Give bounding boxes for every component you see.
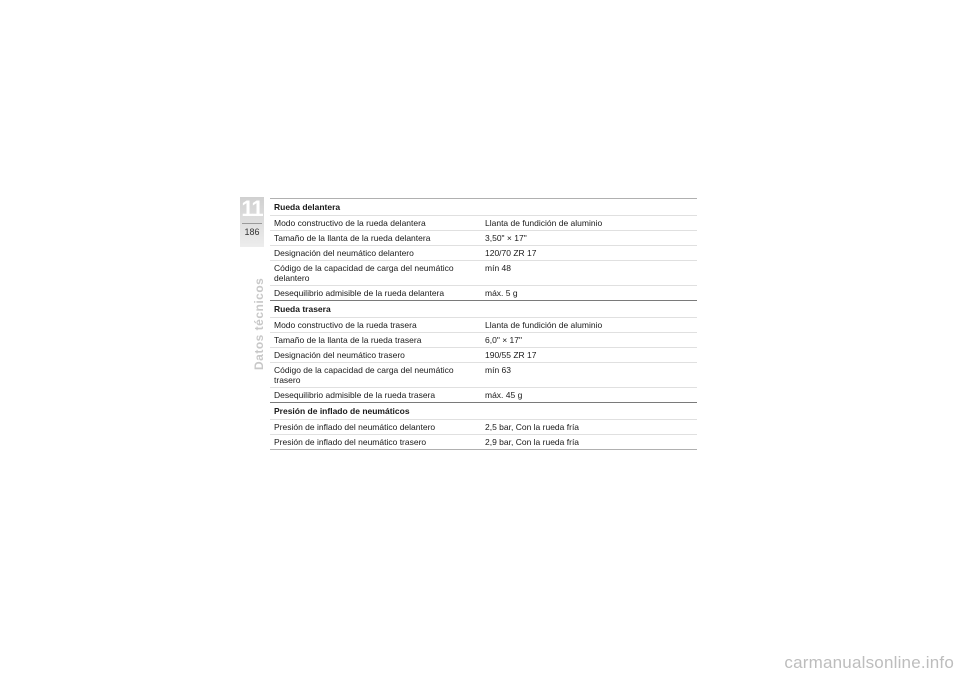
row-label: Desequilibrio admisible de la rueda delantera — [274, 288, 445, 298]
row-value: 2,5 bar, Con la rueda fría — [485, 422, 580, 432]
row-value: 190/55 ZR 17 — [485, 350, 537, 360]
row-value: 3,50" × 17" — [485, 233, 527, 243]
chapter-title: Datos técnicos — [252, 277, 266, 370]
table-row — [270, 245, 697, 260]
row-label: Tamaño de la llanta de la rueda trasera — [274, 335, 422, 345]
section-header-front-wheel: Rueda delantera — [270, 198, 697, 215]
table-row — [270, 260, 697, 285]
row-value: 120/70 ZR 17 — [485, 248, 537, 258]
table-row — [270, 419, 697, 434]
section-header-rear-wheel: Rueda trasera — [274, 304, 331, 314]
page-number: 186 — [244, 227, 260, 237]
table-row — [270, 230, 697, 245]
row-label: Modo constructivo de la rueda trasera — [274, 320, 417, 330]
chapter-divider — [242, 223, 262, 224]
table-row — [270, 362, 697, 387]
row-value: máx. 5 g — [485, 288, 518, 298]
chapter-number: 11 — [241, 196, 263, 221]
row-label: Designación del neumático trasero — [274, 350, 405, 360]
table-row — [270, 332, 697, 347]
row-label: Presión de inflado del neumático delantero — [274, 422, 436, 432]
row-value: mín 48 — [485, 263, 511, 273]
row-value: máx. 45 g — [485, 390, 523, 400]
table-row — [270, 317, 697, 332]
table-row — [270, 347, 697, 362]
spec-table — [270, 198, 697, 450]
table-row — [270, 215, 697, 230]
watermark: carmanualsonline.info — [784, 653, 954, 672]
table-row — [270, 285, 697, 301]
section-header-tire-pressure: Presión de inflado de neumáticos — [274, 406, 410, 416]
table-row — [270, 434, 697, 450]
row-value: Llanta de fundición de aluminio — [485, 218, 603, 228]
row-label: Código de la capacidad de carga del neumático delantero — [274, 263, 454, 283]
row-label: Modo constructivo de la rueda delantera — [274, 218, 426, 228]
table-row — [270, 387, 697, 403]
row-value: 6,0" × 17" — [485, 335, 522, 345]
row-label: Código de la capacidad de carga del neumático trasero — [274, 365, 454, 385]
row-value: Llanta de fundición de aluminio — [485, 320, 603, 330]
row-value: 2,9 bar, Con la rueda fría — [485, 437, 580, 447]
row-label: Presión de inflado del neumático trasero — [274, 437, 427, 447]
row-label: Desequilibrio admisible de la rueda trasera — [274, 390, 436, 400]
row-value: mín 63 — [485, 365, 511, 375]
row-label: Tamaño de la llanta de la rueda delantera — [274, 233, 431, 243]
row-label: Designación del neumático delantero — [274, 248, 414, 258]
